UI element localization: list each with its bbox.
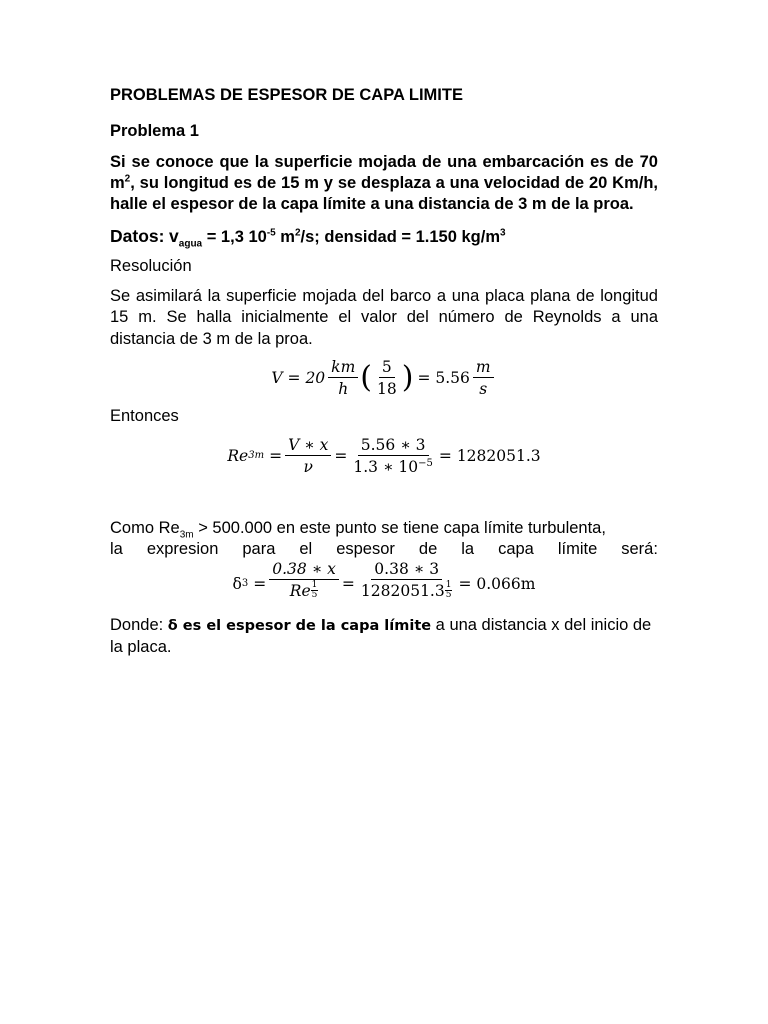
datos-part1: = 1,3 10 xyxy=(202,228,267,246)
eq2-f2-den-exp: −5 xyxy=(418,457,433,469)
right-paren: ) xyxy=(401,360,414,395)
eq3-f2-den: 1282051.3 xyxy=(360,581,445,600)
p2-word: la xyxy=(110,539,123,558)
eq1-mid: = 5.56 xyxy=(417,369,470,387)
eq1-f1-num: km xyxy=(328,358,358,378)
eq1-frac-m-s xyxy=(473,358,494,398)
eq3-f1-num: 0.38 ∗ x xyxy=(269,560,339,580)
paragraph-2-line-1 xyxy=(110,518,658,539)
equation-velocity xyxy=(110,358,658,398)
datos-exp2: 2 xyxy=(294,227,301,239)
datos-part2: m xyxy=(275,228,295,246)
equation-thickness: δ 3 = 0.38 ∗ x Re $\frac{1}{5}$ = 0.38 ∗ 3 1282051.3 $\frac{1}{5}$ = 0.066m xyxy=(110,560,658,609)
eq2-f2-num: 5.56 ∗ 3 xyxy=(358,436,429,456)
eq1-lhs: V = 20 xyxy=(271,369,326,387)
datos-v-sub: agua xyxy=(178,238,203,250)
paragraph-2-line-2 xyxy=(110,539,658,560)
datos-exp1: -5 xyxy=(266,227,276,239)
eq1-frac-5-18 xyxy=(374,358,400,398)
entonces-label: Entonces xyxy=(110,407,179,425)
statement-text-a: Si se conoce que la superficie mojada de una embarcación es de 70 m xyxy=(110,153,658,192)
eq3-exp-den: 5 xyxy=(311,589,318,600)
eq3-result: = 0.066m xyxy=(458,575,536,593)
document-title: PROBLEMAS DE ESPESOR DE CAPA LIMITE xyxy=(110,86,463,104)
eq2-frac-vx-nu xyxy=(285,436,331,476)
eq1-frac-km-h xyxy=(328,358,358,398)
eq3-exp-num: 1 xyxy=(311,579,318,590)
eq2-lhs: Re xyxy=(227,446,249,465)
resolucion-label: Resolución xyxy=(110,257,192,275)
eq1-f2-den: 18 xyxy=(376,380,397,398)
left-paren: ( xyxy=(360,360,372,395)
eq1-f1-den: h xyxy=(338,380,349,398)
p2-text-a: Como Re xyxy=(110,518,180,537)
paragraph-3 xyxy=(110,615,658,659)
p2-word: límite xyxy=(557,539,598,558)
datos-exp3: 3 xyxy=(500,227,506,239)
problem-statement xyxy=(110,152,658,215)
p2-text-b: > 500.000 en este punto se tiene capa límite turbulenta, xyxy=(193,518,606,537)
p3-text-bold: δ es el espesor de la capa límite xyxy=(167,617,432,634)
statement-text-b: , su longitud es de 15 m y se desplaza a una velocidad de 20 Km/h, halle el espesor de la capa límite a una distancia de 3 m de la proa. xyxy=(110,174,658,213)
equation-reynolds: Re 3m = $\frac{V ∗ x}{\nu}$ = $\frac{5.56 ∗ 3}{1.3 ∗ 10^{-5}}$ = 1282051.3 xyxy=(227,435,541,476)
datos-part3: /s; densidad = 1.150 kg/m xyxy=(300,228,501,246)
eq3-exp-den-b: 5 xyxy=(445,589,452,600)
eq3-exp-fraction-b xyxy=(445,581,453,600)
eq3-f1-den: Re xyxy=(289,581,311,600)
eq3-frac-values xyxy=(358,560,456,609)
p2-word: para xyxy=(242,539,276,558)
eq3-frac-symbolic xyxy=(269,560,339,609)
p2-word: de xyxy=(418,539,438,558)
p2-word: la xyxy=(461,539,475,558)
p3-text-c: a una distancia x del inicio de la placa. xyxy=(110,615,652,656)
datos-label: Datos: xyxy=(110,226,165,246)
eq2-frac-values xyxy=(350,436,436,476)
eq1-f3-den: s xyxy=(479,380,488,398)
p2-word: capa xyxy=(498,539,534,558)
eq2-equals-b: = xyxy=(334,446,348,465)
eq3-f2-num: 0.38 ∗ 3 xyxy=(371,560,442,580)
p2-sub: 3m xyxy=(179,528,194,540)
eq3-equals-b: = xyxy=(341,575,355,593)
datos-v: v xyxy=(169,226,179,246)
eq2-f2-den: 1.3 ∗ 10 xyxy=(353,457,419,476)
datos-line xyxy=(110,225,658,248)
eq2-equals: = xyxy=(269,446,283,465)
statement-sup: 2 xyxy=(124,173,131,185)
p2-word: será: xyxy=(621,539,658,558)
eq3-exp-fraction xyxy=(311,581,319,600)
eq1-f2-num: 5 xyxy=(379,358,395,378)
p2-word: espesor xyxy=(336,539,395,558)
paragraph-1: Se asimilará la superficie mojada del barco a una placa plana de longitud 15 m. Se halla inicialmente el valor del número de Reynolds a una distancia de 3 m de la proa. xyxy=(110,286,658,348)
eq2-f1-den: ν xyxy=(303,457,313,476)
document-page xyxy=(110,84,658,667)
p3-text-a: Donde: xyxy=(110,615,168,634)
problem-label: Problema 1 xyxy=(110,122,199,140)
paragraph-2 xyxy=(110,518,658,560)
eq3-lhs: δ xyxy=(232,575,242,593)
p2-word: el xyxy=(299,539,313,558)
eq3-equals: = xyxy=(253,575,267,593)
p2-word: expresion xyxy=(146,539,219,558)
eq3-exp-num-b: 1 xyxy=(445,579,452,590)
eq2-result: = 1282051.3 xyxy=(438,446,541,465)
eq2-f1-num: V ∗ x xyxy=(285,436,331,456)
eq1-f3-num: m xyxy=(473,358,494,378)
